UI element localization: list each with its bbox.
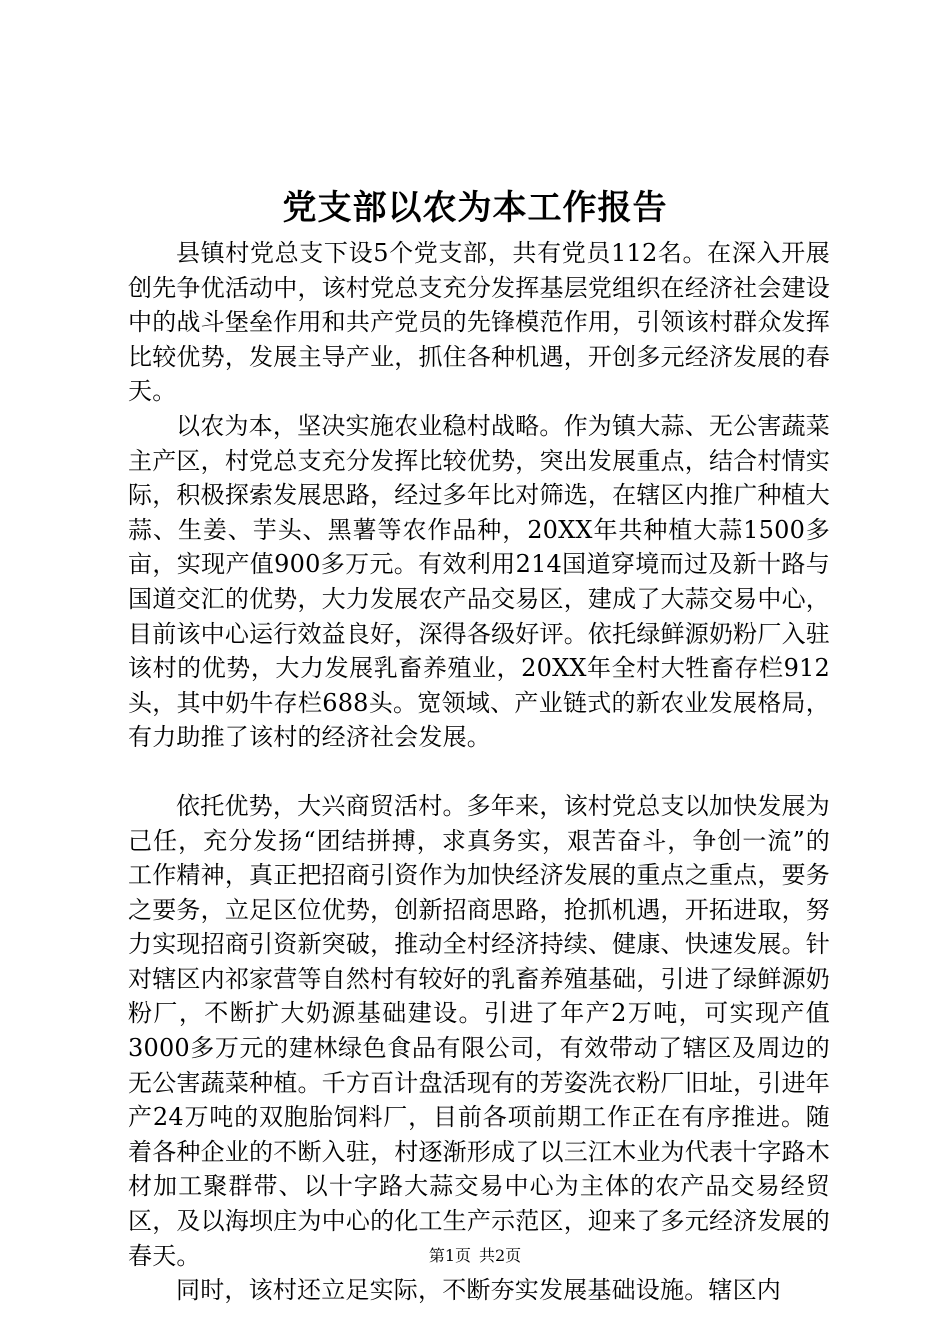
page-footer [0, 1245, 950, 1267]
paragraph-infrastructure: 同时，该村还立足实际，不断夯实发展基础设施。辖区内 [176, 1276, 781, 1305]
paragraph-intro: 县镇村党总支下设5个党支部，共有党员112名。在深入开展创先争优活动中，该村党总支充分发挥基层党组织在经济社会建设中的战斗堡垒作用和共产党员的先锋模范作用，引领该村群众发挥比较优势，发展主导产业，抓住各种机遇，开创多元经济发展的春天。 [128, 239, 830, 406]
document-body [128, 236, 830, 1308]
paragraph-commerce: 依托优势，大兴商贸活村。多年来，该村党总支以加快发展为己任，充分发扬“团结拼搏，求真务实，艰苦奋斗，争创一流”的工作精神，真正把招商引资作为加快经济发展的重点之重点，要务之要务，立足区位优势，创新招商思路，抢抓机遇，开拓进取，努力实现招商引资新突破，推动全村经济持续、健康、快速发展。针对辖区内祁家营等自然村有较好的乳畜养殖基础，引进了绿鲜源奶粉厂，不断扩大奶源基础建设。引进了年产2万吨，可实现产值3000多万元的建林绿色食品有限公司，有效带动了辖区及周边的无公害蔬菜种植。千方百计盘活现有的芳姿洗衣粉厂旧址，引进年产24万吨的双胞胎饲料厂，目前各项前期工作正在有序推进。随着各种企业的不断入驻，村逐渐形成了以三江木业为代表十字路木材加工聚群带、以十字路大蒜交易中心为主体的农产品交易经贸区，及以海坝庄为中心的化工生产示范区，迎来了多元经济发展的春天。 [128, 791, 830, 1270]
page-number: 第1页 [428, 1246, 471, 1265]
paragraph-agriculture: 以农为本，坚决实施农业稳村战略。作为镇大蒜、无公害蔬菜主产区，村党总支充分发挥比较优势，突出发展重点，结合村情实际，积极探索发展思路，经过多年比对筛选，在辖区内推广种植大蒜、生姜、芋头、黑薯等农作品种，20XX年共种植大蒜1500多亩，实现产值900多万元。有效利用214国道穿境而过及新十路与国道交汇的优势，大力发展农产品交易区，建成了大蒜交易中心，目前该中心运行效益良好，深得各级好评。依托绿鲜源奶粉厂入驻该村的优势，大力发展乳畜养殖业，20XX年全村大牲畜存栏912头，其中奶牛存栏688头。宽领域、产业链式的新农业发展格局，有力助推了该村的经济社会发展。 [128, 411, 830, 752]
page-total: 共2页 [479, 1246, 522, 1265]
document-title: 党支部以农为本工作报告 [282, 188, 668, 228]
